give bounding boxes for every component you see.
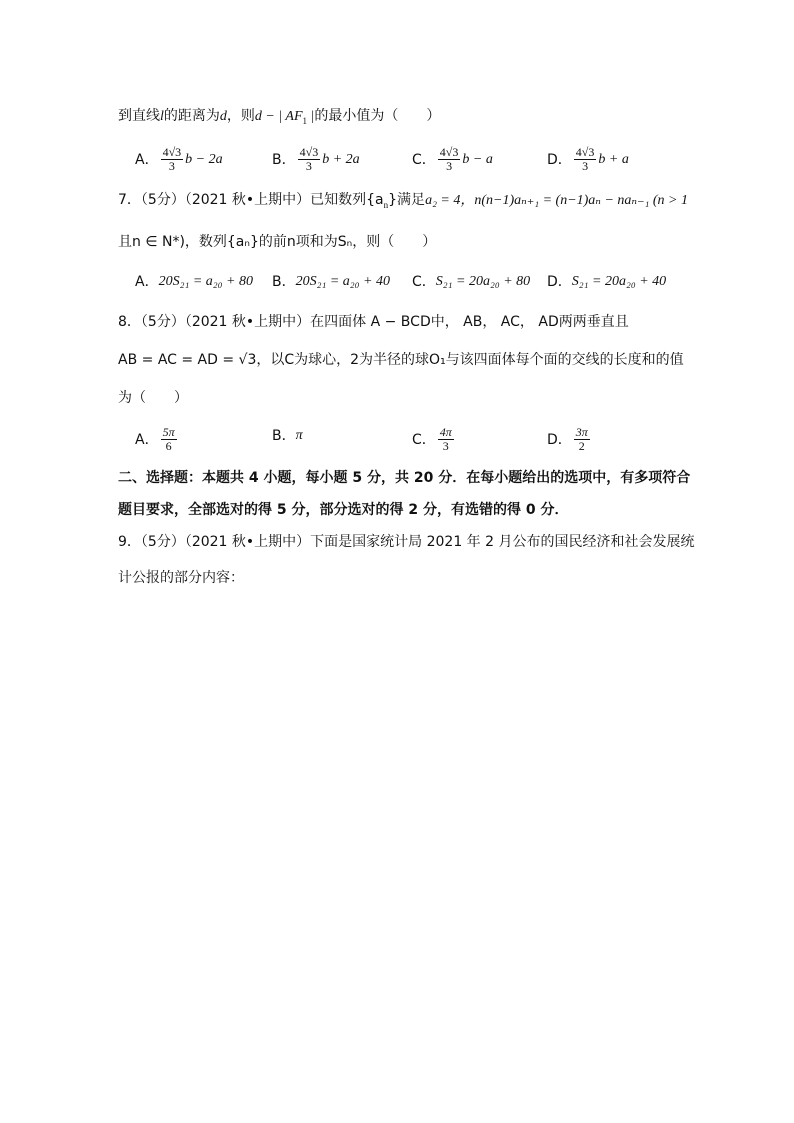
q7-line-2: [118, 232, 436, 252]
fraction-num: 5π: [162, 425, 175, 439]
fraction: [438, 426, 454, 453]
fraction-den: 3: [168, 159, 175, 173]
option-letter: D．: [547, 274, 572, 290]
fraction-den: 6: [165, 439, 172, 453]
option-text: 20S₂₁ = a₂₀ + 40: [295, 274, 390, 289]
q7-a2: a₂ = 4: [425, 193, 461, 208]
q7-line-1: [118, 190, 688, 215]
fraction: [438, 146, 461, 173]
fraction: [574, 146, 597, 173]
q6-text-a: 到直线: [118, 108, 160, 124]
option-rest: b − 2a: [185, 151, 223, 167]
fraction: [574, 426, 590, 453]
q6-expr: d − | AF: [254, 109, 303, 124]
q7-sub: n: [383, 199, 389, 210]
q6-option-d: [547, 146, 629, 173]
fraction: [161, 426, 177, 453]
q6-d: d: [219, 109, 227, 124]
q9-text-2: 计公报的部分内容：: [118, 570, 244, 586]
q7-option-c: [412, 272, 530, 292]
q7-text: 7．（5分）（2021 秋•上期中）已知数列{a: [118, 192, 384, 208]
fraction: [298, 146, 321, 173]
q6-text-b: 的距离为: [163, 108, 220, 124]
q9-line-2: [118, 568, 244, 588]
option-letter: A．: [135, 151, 159, 168]
section-2-line-1: [118, 468, 690, 488]
option-letter: D．: [547, 431, 572, 448]
section-2-text-2: 题目要求，全部选对的得 5 分，部分选对的得 2 分，有选错的得 0 分．: [118, 502, 569, 518]
option-letter: B．: [272, 151, 296, 168]
q8-text-1: 8．（5分）（2021 秋•上期中）在四面体 A − BCD中， AB， AC， AD两两垂直且: [118, 314, 629, 330]
q8-option-d: [547, 426, 592, 453]
fraction-num: 4√3: [575, 145, 595, 159]
q6-option-a: [135, 146, 223, 173]
q7-recurrence: ，n(n−1)aₙ₊₁ = (n−1)aₙ − naₙ₋₁ (n > 1: [460, 193, 688, 208]
fraction-num: 4√3: [439, 145, 459, 159]
q8-line-1: [118, 312, 629, 332]
option-letter: C．: [412, 151, 436, 168]
fraction-den: 3: [582, 159, 589, 173]
q8-option-b: [272, 426, 303, 446]
q9-line-1: [118, 532, 695, 552]
q8-line-2: [118, 350, 684, 370]
q7-text-2: 且n ∈ N*)，数列{aₙ}的前n项和为Sₙ，则（ ）: [118, 234, 437, 250]
q6-expr-end: |: [307, 109, 315, 124]
q6-option-c: [412, 146, 493, 173]
fraction-den: 3: [305, 159, 312, 173]
q7-option-d: [547, 272, 666, 292]
section-2-text-1: 二、选择题：本题共 4 小题，每小题 5 分，共 20 分．在每小题给出的选项中，有多项符合: [118, 470, 691, 486]
q8-option-a: [135, 426, 179, 453]
fraction-num: 4√3: [299, 145, 319, 159]
q8-text-2: AB = AC = AD = √3，以C为球心，2为半径的球O₁与该四面体每个面的交线的长度和的值: [118, 352, 684, 368]
option-text: 20S₂₁ = a₂₀ + 80: [158, 274, 253, 289]
fraction-num: 4√3: [162, 145, 182, 159]
q7-text-b: }满足: [388, 192, 426, 208]
option-letter: B．: [272, 274, 296, 290]
fraction-num: 3π: [575, 425, 588, 439]
fraction-den: 2: [578, 439, 585, 453]
option-letter: D．: [547, 151, 572, 168]
option-rest: b − a: [462, 151, 493, 167]
q8-text-3: 为（ ）: [118, 390, 188, 406]
q8-line-3: [118, 388, 188, 408]
q6-text-d: 的最小值为（ ）: [314, 108, 441, 124]
option-letter: A．: [135, 431, 159, 448]
q8-option-c: [412, 426, 456, 453]
fraction-num: 4π: [439, 425, 452, 439]
q6-text-c: ，则: [226, 108, 255, 124]
option-letter: C．: [412, 274, 436, 290]
section-2-line-2: [118, 500, 568, 520]
q6-l: l: [160, 109, 164, 124]
option-text: π: [295, 428, 303, 443]
option-letter: B．: [272, 428, 296, 444]
option-text: S₂₁ = 20a₂₀ + 80: [435, 274, 531, 289]
q7-option-a: [135, 272, 253, 292]
fraction-den: 3: [442, 439, 449, 453]
q6-sub: 1: [302, 115, 308, 126]
fraction-den: 3: [446, 159, 453, 173]
option-text: S₂₁ = 20a₂₀ + 40: [571, 274, 667, 289]
fraction: [161, 146, 184, 173]
q9-text-1: 9．（5分）（2021 秋•上期中）下面是国家统计局 2021 年 2 月公布的国民经济和社会发展统: [118, 534, 695, 550]
option-rest: b + 2a: [322, 151, 360, 167]
q6-tail-line: [118, 106, 440, 131]
option-rest: b + a: [598, 151, 629, 167]
q6-option-b: [272, 146, 360, 173]
option-letter: C．: [412, 431, 436, 448]
q7-option-b: [272, 272, 390, 292]
option-letter: A．: [135, 274, 159, 290]
